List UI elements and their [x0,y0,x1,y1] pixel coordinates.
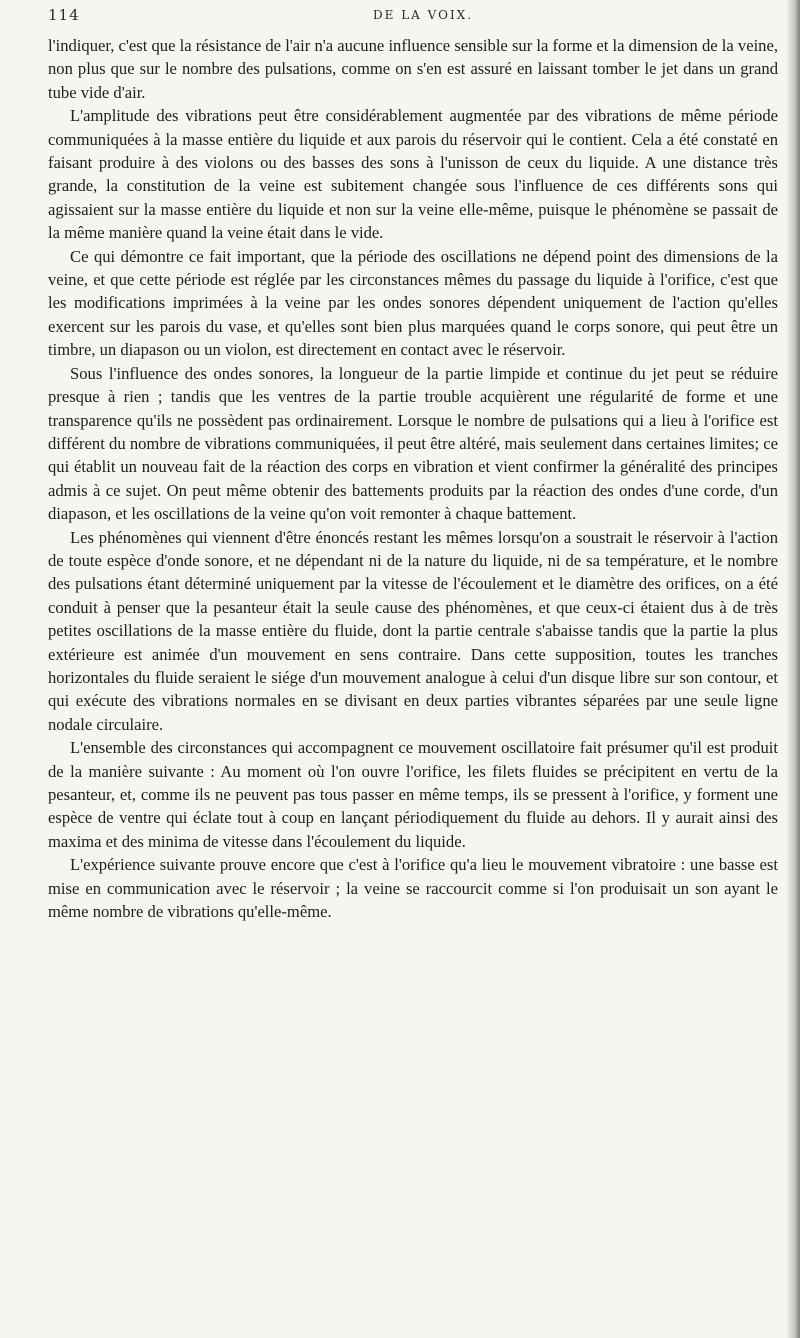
page-number: 114 [48,6,80,24]
paragraph: l'indiquer, c'est que la résistance de l'air n'a aucune influence sensible sur la forme et la dimension de la veine, non plus que sur le nombre des pulsations, comme on s'en est assuré en laissant tomber le jet dans un grand tube vide d'air. [48,36,778,102]
paragraph: L'ensemble des circonstances qui accompagnent ce mouvement oscillatoire fait présumer qu'il est produit de la manière suivante : Au moment où l'on ouvre l'orifice, les filets fluides se précipitent en vertu de la pesanteur, et, comme ils ne peuvent pas tous passer en même temps, ils se pressent à l'orifice, y forment une espèce de ventre qui éclate tout à coup en lançant périodiquement du fluide au dehors. Il y aurait ainsi des maxima et des minima de vitesse dans l'écoulement du liquide. [48,738,778,851]
paragraph: Ce qui démontre ce fait important, que la période des oscillations ne dépend point des dimensions de la veine, et que cette période est réglée par les circonstances mêmes du passage du liquide à l'orifice, c'est que les modifications imprimées à la veine par les ondes sonores dépendent uniquement de l'action qu'elles exercent sur les parois du vase, et qu'elles sont bien plus marquées quand le corps sonore, qui peut être un timbre, un diapason ou un violon, est directement en contact avec le réservoir. [48,246,778,360]
page-header [48,6,778,30]
body-text [48,34,778,923]
paragraph: Sous l'influence des ondes sonores, la longueur de la partie limpide et continue du jet peut se réduire presque à rien ; tandis que les ventres de la partie trouble acquièrent une régularité de forme et une transparence qu'ils ne possèdent pas ordinairement. Lorsque le nombre de pulsations qui a lieu à l'orifice est différent du nombre de vibrations communiquées, il peut être altéré, mais seulement dans certaines limites; ce qui établit un nouveau fait de la réaction des corps en vibration et vient confirmer la généralité des principes admis à ce sujet. On peut même obtenir des battements produits par la réaction des ondes d'une corde, d'un diapason, et les oscillations de la veine qu'on voit remonter à chaque battement. [48,363,778,524]
paragraph: L'expérience suivante prouve encore que c'est à l'orifice qu'a lieu le mouvement vibratoire : une basse est mise en communication avec le réservoir ; la veine se raccourcit comme si l'on produisait un son ayant le même nombre de vibrations qu'elle-même. [48,855,778,922]
paragraph: Les phénomènes qui viennent d'être énoncés restant les mêmes lorsqu'on a soustrait le réservoir à l'action de toute espèce d'onde sonore, et ne dépendant ni de la nature du liquide, ni de sa température, et le nombre des pulsations étant déterminé uniquement par la vitesse de l'écoulement et le diamètre des orifices, on a été conduit à penser que la pesanteur était la seule cause des phénomènes, et que ceux-ci étaient dus à de très petites oscillations de la masse entière du fluide, dont la partie centrale s'abaisse tandis que la partie la plus extérieure est animée d'un mouvement en sens contraire. Dans cette supposition, toutes les tranches horizontales du fluide seraient le siége d'un mouvement analogue à celui d'un disque libre sur son contour, et qui exécute des vibrations normales en se divisant en deux parties vibrantes séparées par une seule ligne nodale circulaire. [48,527,778,734]
running-title: DE LA VOIX. [373,8,474,22]
paragraph: L'amplitude des vibrations peut être considérablement augmentée par des vibrations de même période communiquées à la masse entière du liquide et aux parois du réservoir qui le contient. Cela a été constaté en faisant produire à des violons ou des basses des sons à l'unisson de ceux du liquide. A une distance très grande, la constitution de la veine est subitement changée sous l'influence de ces différents sons qui agissaient sur la masse entière du liquide et non sur la veine elle-même, puisque le phénomène se passait de la même manière quand la veine était dans le vide. [48,106,778,243]
page-edge-shadow [786,0,800,1338]
